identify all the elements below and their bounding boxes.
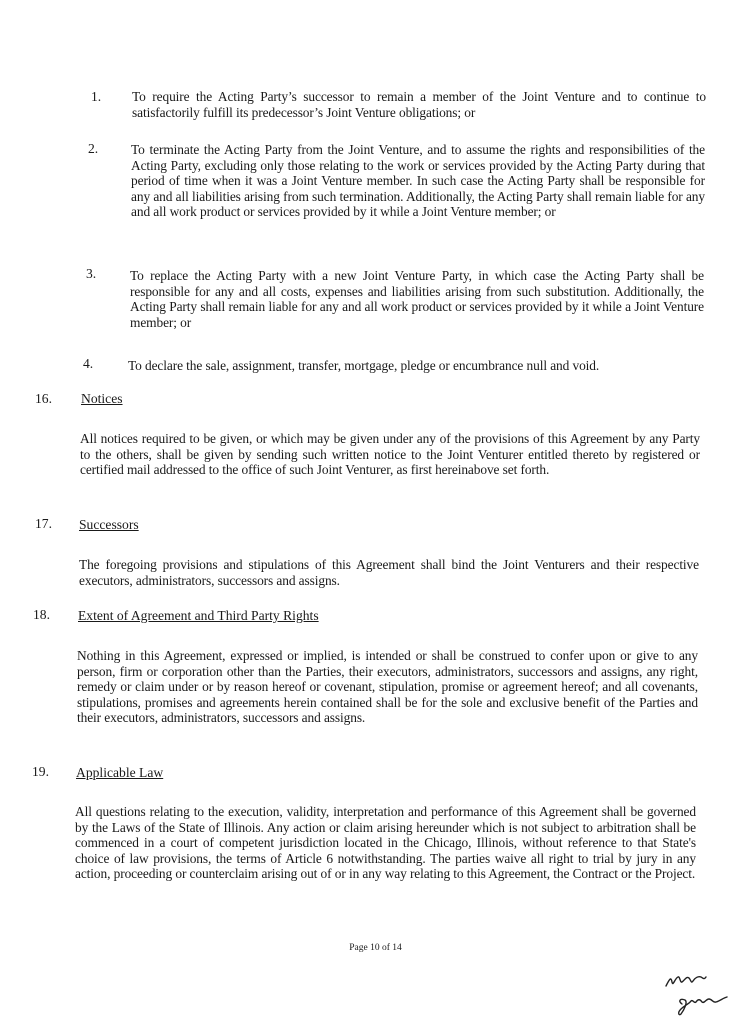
subitem-text: To declare the sale, assignment, transfer, mortgage, pledge or encumbrance null and void. [128,358,600,373]
section-body-applicable-law: All questions relating to the execution, validity, interpretation and performance of this Agreement shall be governed by the Laws of the State of Illinois. Any action or claim arising hereunder which is not subject to arbitration shall be commenced in a court of competent jurisdiction located in the Chicago, Illinois, without reference to that State's choice of law provisions, the terms of Article 6 notwithstanding. The parties waive all right to trial by jury in any action, proceeding or counterclaim arising out of or in any way relating to this Agreement, the Contract or the Project. [75,804,696,882]
section-heading-applicable-law: Applicable Law [76,765,164,780]
section-heading-extent: Extent of Agreement and Third Party Rights [78,608,319,623]
section-number: 17. [35,516,52,531]
section-heading-notices: Notices [81,391,123,406]
subitem-number: 4. [83,356,94,371]
section-body-notices: All notices required to be given, or which may be given under any of the provisions of this Agreement by any Party to the others, shall be given by sending such written notice to the Joint Venturer entitled thereto by registered or certified mail addressed to the office of such Joint Venturer, as first hereinabove set forth. [80,431,700,478]
subitem-number: 2. [88,141,99,156]
section-heading-successors: Successors [79,517,139,532]
subitem-text: To replace the Acting Party with a new Joint Venture Party, in which case the Acting Party shall be responsible for any and all costs, expenses and liabilities arising from such substitution. Additionally, the Acting Party shall remain liable for any and all work product or services provided by it while a Joint Venture member; or [130,268,704,330]
section-number: 18. [33,607,50,622]
handwritten-initials-signature [660,968,740,1018]
page-footer: Page 10 of 14 [349,943,402,953]
subitem-number: 3. [86,266,97,281]
section-number: 16. [35,391,52,406]
section-body-successors: The foregoing provisions and stipulations of this Agreement shall bind the Joint Venturers and their respective executors, administrators, successors and assigns. [79,557,699,588]
section-body-extent: Nothing in this Agreement, expressed or implied, is intended or shall be construed to confer upon or give to any person, firm or corporation other than the Parties, their executors, administrators, successors and assigns, any right, remedy or claim under or by reason hereof or covenant, stipulation, promise or agreement hereof; and all covenants, stipulations, promises and agreements herein contained shall be for the sole and exclusive benefit of the Parties and their executors, administrators, successors and assigns. [77,648,698,726]
section-number: 19. [32,764,49,779]
subitem-number: 1. [91,89,102,104]
subitem-text: To require the Acting Party’s successor to remain a member of the Joint Venture and to continue to satisfactorily fulfill its predecessor’s Joint Venture obligations; or [132,89,706,120]
subitem-text: To terminate the Acting Party from the Joint Venture, and to assume the rights and responsibilities of the Acting Party, excluding only those relating to the work or services provided by the Acting Party during that period of time when it was a Joint Venture member. In such case the Acting Party shall be responsible for any and all liabilities arising from such termination. Additionally, the Acting Party shall remain liable for any and all work product or services provided by it while a Joint Venture member; or [131,142,705,220]
